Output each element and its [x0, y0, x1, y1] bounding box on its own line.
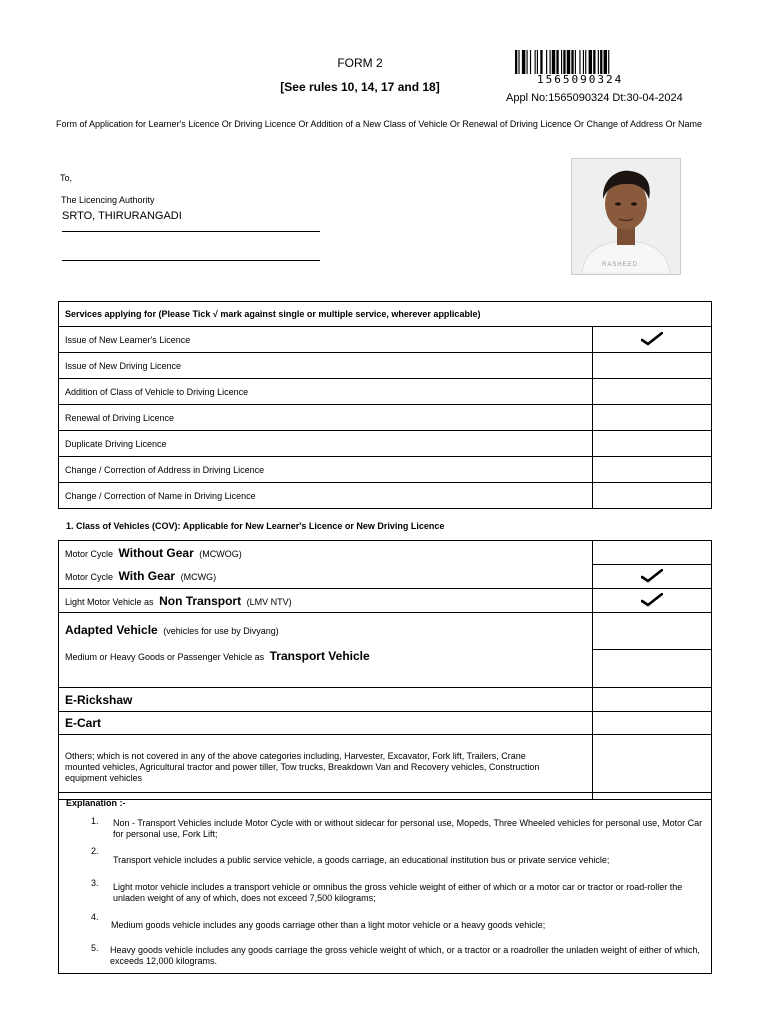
service-tick-cell[interactable]: [593, 457, 712, 483]
address-line-2: [62, 260, 320, 261]
explanation-heading: Explanation :-: [66, 798, 126, 808]
check-icon: [641, 332, 663, 346]
table-row: [59, 353, 712, 379]
explanation-text: Medium goods vehicle includes any goods carriage other than a light motor vehicle or a heavy goods vehicle;: [111, 920, 546, 930]
table-row: [59, 589, 712, 613]
explanation-num: 3.: [91, 878, 99, 888]
applicant-photo: [571, 158, 681, 275]
cov-mcwg-main: With Gear: [118, 569, 176, 584]
service-label: Issue of New Driving Licence: [59, 353, 593, 379]
services-heading: Services applying for (Please Tick √ mark against single or multiple service, wherever applicable): [59, 302, 712, 327]
table-row: [59, 431, 712, 457]
form-rules: [See rules 10, 14, 17 and 18]: [280, 80, 440, 94]
cov-ecart: E-Cart: [59, 712, 593, 735]
check-icon: [641, 569, 663, 583]
cov-tick-cell[interactable]: [593, 565, 712, 589]
explanation-text: Non - Transport Vehicles include Motor Cycle with or without sidecar for personal use, Mopeds, Three Wheeled vehicles for personal use, Motor Car for personal use, Fork Lift;: [113, 818, 703, 839]
table-row: [59, 483, 712, 509]
cov-table: [58, 540, 712, 800]
application-number: Appl No:1565090324 Dt:30-04-2024: [506, 92, 683, 104]
cov-tick-cell[interactable]: [593, 589, 712, 613]
explanation-box: [58, 792, 712, 974]
cov-tick-cell[interactable]: [593, 735, 712, 800]
service-label: Duplicate Driving Licence: [59, 431, 593, 457]
to-label: To,: [60, 173, 73, 183]
cov-tick-cell[interactable]: [593, 712, 712, 735]
table-row: [59, 735, 712, 800]
services-header-row: [59, 302, 712, 327]
barcode-image: [515, 50, 695, 74]
service-label: Change / Correction of Name in Driving Licence: [59, 483, 593, 509]
service-label: Change / Correction of Address in Driving Licence: [59, 457, 593, 483]
cov-lmv-main: Non Transport: [159, 593, 242, 608]
cov-transport-main: Transport Vehicle: [269, 649, 370, 663]
cov-mcwg-prefix: Motor Cycle: [65, 572, 114, 583]
cov-lmv: [59, 589, 593, 613]
licensing-office: SRTO, THIRURANGADI: [62, 210, 182, 222]
cov-tick-cell[interactable]: [593, 649, 712, 687]
explanation-num: 2.: [91, 846, 99, 856]
service-label: Renewal of Driving Licence: [59, 405, 593, 431]
check-icon: [641, 593, 663, 607]
address-line-1: [62, 231, 320, 232]
photo-caption: RASHEED: [602, 262, 639, 268]
cov-others: Others; which is not covered in any of the above categories including, Harvester, Excavator, Fork lift, Trailers, Crane mounted vehicles, Agricultural tractor and power tiller, Tow trucks, Breakdown Van and Recovery vehicles, Construction equipment vehicles: [59, 735, 593, 800]
cov-mcwog-prefix: Motor Cycle: [65, 548, 114, 559]
table-row: [59, 457, 712, 483]
cov-tick-cell[interactable]: [593, 688, 712, 712]
cov-transport-prefix: Medium or Heavy Goods or Passenger Vehicle as: [65, 652, 265, 662]
cov-mcwg: [59, 565, 593, 589]
table-row: [59, 327, 712, 353]
explanation-num: 4.: [91, 912, 99, 922]
explanation-text: Transport vehicle includes a public service vehicle, a goods carriage, an educational institution bus or private service vehicle;: [113, 855, 610, 865]
table-row: [59, 565, 712, 589]
table-row: [59, 379, 712, 405]
explanation-text: Heavy goods vehicle includes any goods carriage the gross vehicle weight of which, or a tractor or a roadroller the unladen weight of either of which, exceeds 12,000 kilograms.: [110, 945, 700, 966]
service-tick-cell[interactable]: [593, 431, 712, 457]
cov-erickshaw: E-Rickshaw: [59, 688, 593, 712]
table-row: [59, 541, 712, 565]
form-title: FORM 2: [337, 56, 383, 70]
explanation-num: 5.: [91, 943, 99, 953]
service-label: Issue of New Learner's Licence: [59, 327, 593, 353]
cov-tick-cell[interactable]: [593, 541, 712, 565]
cov-mcwog: [59, 541, 593, 565]
explanation-num: 1.: [91, 816, 99, 826]
services-table: [58, 301, 712, 509]
cov-lmv-prefix: Light Motor Vehicle as: [65, 596, 154, 607]
cov-lmv-code: (LMV NTV): [246, 596, 292, 607]
service-tick-cell[interactable]: [593, 483, 712, 509]
form-description: Form of Application for Learner's Licence Or Driving Licence Or Addition of a New Class of Vehicle Or Renewal of Driving Licence Or Change of Address Or Name: [56, 119, 703, 129]
cov-heading: 1. Class of Vehicles (COV): Applicable for New Learner's Licence or New Driving Licence: [66, 521, 445, 531]
authority-label: The Licencing Authority: [61, 195, 155, 205]
table-row: [59, 688, 712, 712]
table-row: [59, 712, 712, 735]
cov-adapted-main: Adapted Vehicle: [65, 623, 158, 637]
cov-mcwg-code: (MCWG): [180, 572, 217, 583]
cov-mcwog-main: Without Gear: [118, 545, 194, 560]
cov-tick-cell[interactable]: [593, 613, 712, 650]
service-tick-cell[interactable]: [593, 327, 712, 353]
explanation-text: Light motor vehicle includes a transport vehicle or omnibus the gross vehicle weight of either of which or a motor car or tractor or road-roller the unladen weight of any of which, does not exceed 7,500 kilograms;: [113, 882, 683, 903]
service-label: Addition of Class of Vehicle to Driving Licence: [59, 379, 593, 405]
table-row: [59, 613, 712, 650]
cov-adapted-transport: [59, 613, 593, 688]
service-tick-cell[interactable]: [593, 379, 712, 405]
barcode-number: 1565090324: [537, 73, 624, 86]
cov-mcwog-code: (MCWOG): [199, 548, 242, 559]
service-tick-cell[interactable]: [593, 405, 712, 431]
cov-adapted-sub: (vehicles for use by Divyang): [163, 626, 279, 636]
table-row: [59, 405, 712, 431]
service-tick-cell[interactable]: [593, 353, 712, 379]
